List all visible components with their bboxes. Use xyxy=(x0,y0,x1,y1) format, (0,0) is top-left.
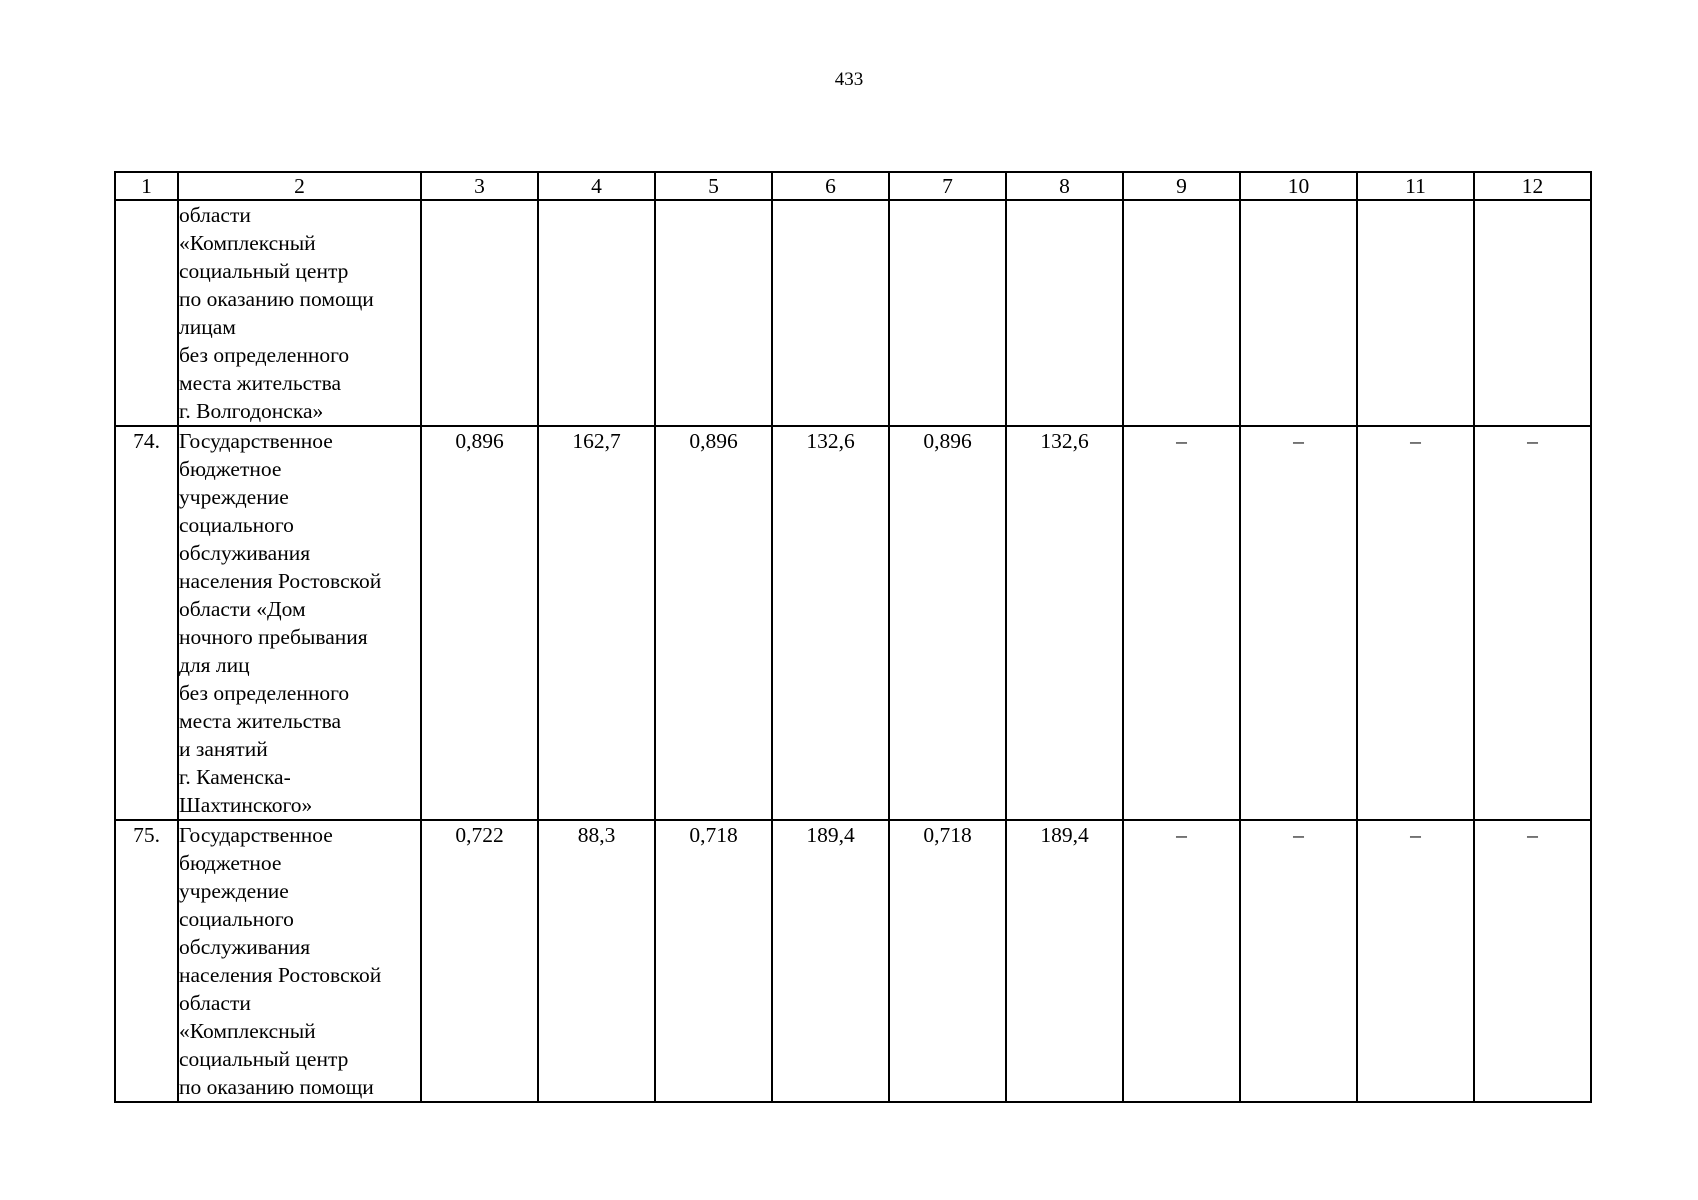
value-cell: 189,4 xyxy=(772,820,889,1102)
table-row xyxy=(115,426,1591,820)
value-cell: – xyxy=(1474,820,1591,1102)
value-cell xyxy=(655,200,772,426)
row-number: 75. xyxy=(115,820,178,1102)
value-cell xyxy=(1240,200,1357,426)
value-cell xyxy=(1123,200,1240,426)
column-header: 8 xyxy=(1006,172,1123,200)
header-row xyxy=(115,172,1591,200)
value-cell: – xyxy=(1240,820,1357,1102)
institution-name: области «Комплексный социальный центр по оказанию помощи лицам без определенного места жительства г. Волгодонска» xyxy=(178,200,421,426)
column-header: 2 xyxy=(178,172,421,200)
column-header: 12 xyxy=(1474,172,1591,200)
column-header: 1 xyxy=(115,172,178,200)
value-cell: 0,722 xyxy=(421,820,538,1102)
value-cell: – xyxy=(1240,426,1357,820)
value-cell xyxy=(421,200,538,426)
value-cell: – xyxy=(1123,820,1240,1102)
row-number xyxy=(115,200,178,426)
value-cell: – xyxy=(1474,426,1591,820)
value-cell xyxy=(1474,200,1591,426)
institution-name: Государственное бюджетное учреждение социального обслуживания населения Ростовской области «Комплексный социальный центр по оказанию помощи xyxy=(178,820,421,1102)
column-header: 9 xyxy=(1123,172,1240,200)
value-cell: 132,6 xyxy=(772,426,889,820)
value-cell: 0,718 xyxy=(889,820,1006,1102)
value-cell xyxy=(1357,200,1474,426)
data-table xyxy=(114,171,1592,1103)
value-cell: 0,896 xyxy=(421,426,538,820)
value-cell xyxy=(1006,200,1123,426)
value-cell: – xyxy=(1357,820,1474,1102)
column-header: 7 xyxy=(889,172,1006,200)
value-cell: 0,718 xyxy=(655,820,772,1102)
row-number: 74. xyxy=(115,426,178,820)
value-cell: – xyxy=(1357,426,1474,820)
column-header: 11 xyxy=(1357,172,1474,200)
value-cell xyxy=(538,200,655,426)
value-cell: 132,6 xyxy=(1006,426,1123,820)
value-cell: 88,3 xyxy=(538,820,655,1102)
value-cell: 0,896 xyxy=(889,426,1006,820)
column-header: 3 xyxy=(421,172,538,200)
value-cell: 162,7 xyxy=(538,426,655,820)
table-row xyxy=(115,200,1591,426)
value-cell: – xyxy=(1123,426,1240,820)
value-cell: 189,4 xyxy=(1006,820,1123,1102)
column-header: 4 xyxy=(538,172,655,200)
value-cell xyxy=(772,200,889,426)
institution-name: Государственное бюджетное учреждение социального обслуживания населения Ростовской области «Дом ночного пребывания для лиц без определенного места жительства и занятий г. Каменска- Шахтинского» xyxy=(178,426,421,820)
value-cell: 0,896 xyxy=(655,426,772,820)
column-header: 6 xyxy=(772,172,889,200)
page-number: 433 xyxy=(834,69,864,90)
value-cell xyxy=(889,200,1006,426)
column-header: 10 xyxy=(1240,172,1357,200)
column-header: 5 xyxy=(655,172,772,200)
table-row xyxy=(115,820,1591,1102)
